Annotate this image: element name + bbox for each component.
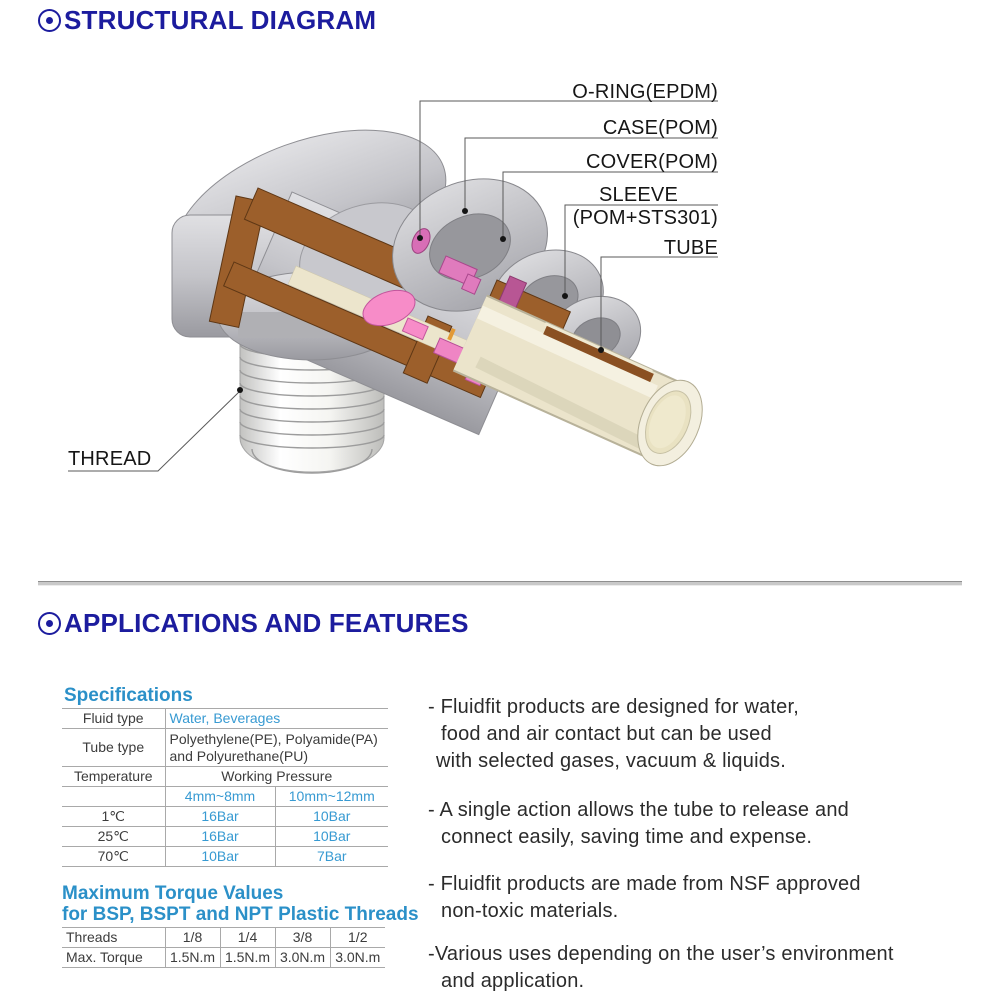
torque-size-2: 1/4 (220, 928, 275, 948)
spec-empty-cell (62, 787, 165, 807)
feature-line: connect easily, saving time and expense. (441, 826, 813, 848)
torque-title-line1: Maximum Torque Values (62, 883, 284, 904)
section-applications-heading (38, 608, 469, 639)
spec-pressure-2-large: 10Bar (275, 827, 388, 847)
torque-size-1: 1/8 (165, 928, 220, 948)
feature-line: - Fluidfit products are made from NSF approved (428, 873, 861, 895)
torque-value-3: 3.0N.m (275, 948, 330, 968)
torque-table (62, 927, 385, 968)
spec-working-pressure-label: Working Pressure (165, 767, 388, 787)
diagram-label-oring: O-RING(EPDM) (572, 81, 718, 103)
feature-item-3 (428, 871, 861, 925)
torque-size-3: 3/8 (275, 928, 330, 948)
diagram-label-case: CASE(POM) (602, 117, 718, 139)
torque-value-2: 1.5N.m (220, 948, 275, 968)
diagram-label-sleeve-material: (POM+STS301) (572, 207, 718, 229)
spec-pressure-3-large: 7Bar (275, 847, 388, 867)
feature-item-4 (428, 941, 894, 995)
specifications-table (62, 708, 388, 867)
feature-line: - A single action allows the tube to release and (428, 799, 849, 821)
spec-pressure-2-small: 16Bar (165, 827, 275, 847)
spec-temp-1: 1℃ (62, 807, 165, 827)
diagram-label-thread: THREAD (68, 448, 152, 470)
spec-pressure-1-large: 10Bar (275, 807, 388, 827)
torque-threads-label: Threads (62, 928, 165, 948)
feature-line: - Fluidfit products are designed for water, (428, 696, 800, 718)
diagram-label-cover: COVER(POM) (586, 151, 718, 173)
diagram-label-sleeve: SLEEVE (598, 184, 678, 206)
spec-temperature-label: Temperature (62, 767, 165, 787)
feature-line: -Various uses depending on the user’s environment (428, 943, 894, 965)
feature-item-2 (428, 797, 849, 851)
torque-title-line2: for BSP, BSPT and NPT Plastic Threads (62, 904, 419, 925)
spec-fluid-type-label: Fluid type (62, 709, 165, 729)
spec-pressure-3-small: 10Bar (165, 847, 275, 867)
section-applications-title: APPLICATIONS AND FEATURES (64, 608, 469, 638)
section-structural-title: STRUCTURAL DIAGRAM (64, 5, 377, 35)
torque-size-4: 1/2 (330, 928, 385, 948)
spec-fluid-type-value: Water, Beverages (165, 709, 388, 729)
feature-line: non-toxic materials. (441, 900, 619, 922)
feature-line: with selected gases, vacuum & liquids. (436, 750, 786, 772)
torque-value-1: 1.5N.m (165, 948, 220, 968)
torque-value-4: 3.0N.m (330, 948, 385, 968)
spec-tube-type-label: Tube type (62, 729, 165, 767)
diagram-label-tube: TUBE (663, 237, 718, 259)
spec-size-small: 4mm~8mm (165, 787, 275, 807)
spec-temp-2: 25℃ (62, 827, 165, 847)
feature-line: food and air contact but can be used (441, 723, 772, 745)
section-divider (38, 581, 962, 586)
feature-line: and application. (441, 970, 585, 992)
bullseye-icon (38, 612, 61, 635)
spec-temp-3: 70℃ (62, 847, 165, 867)
spec-size-large: 10mm~12mm (275, 787, 388, 807)
spec-tube-type-value: Polyethylene(PE), Polyamide(PA) and Polyurethane(PU) (165, 729, 388, 767)
spec-pressure-1-small: 16Bar (165, 807, 275, 827)
torque-max-label: Max. Torque (62, 948, 165, 968)
specifications-title: Specifications (64, 685, 193, 706)
feature-item-1 (428, 694, 799, 775)
